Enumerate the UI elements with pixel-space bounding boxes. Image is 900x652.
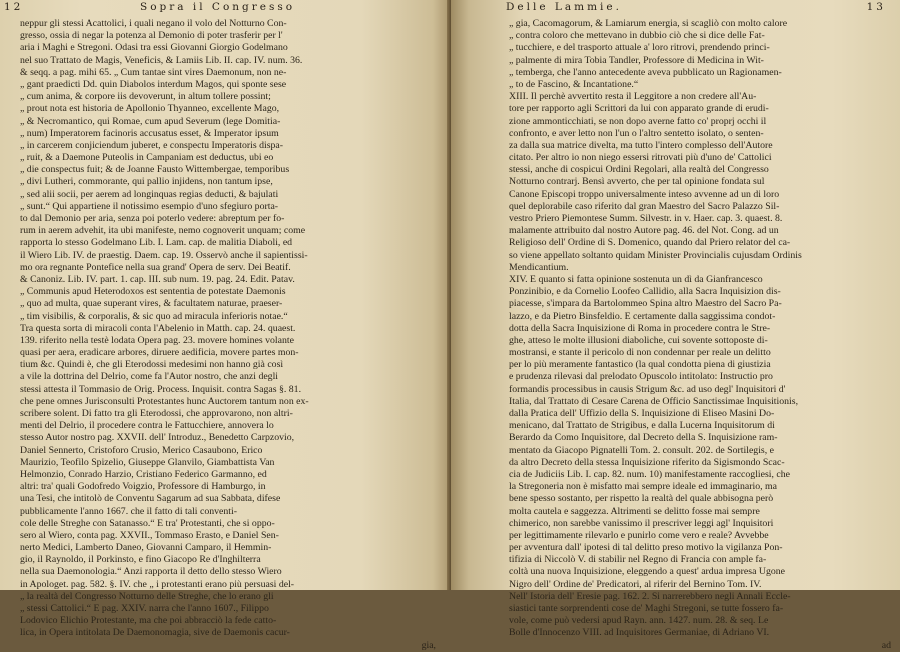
text-line: „ la realtà del Congresso Notturno delle Streghe, che lo erano gli: [20, 590, 274, 602]
text-line: vole, come può vedersi apud Rayn. ann. 1427. num. 28. & seq. Le: [509, 615, 769, 627]
text-line: chimerico, non sarebbe vanissimo il prescriver leggi agl' Inquisitori: [509, 517, 774, 529]
catchword: ad: [881, 639, 891, 651]
text-line: „ gia, Cacomagorum, & Lamiarum energia, si scagliò con molto calore: [509, 18, 788, 29]
text-line: gresso, ossia di negar la potenza al Demonio di poter trasferir per l': [20, 30, 283, 42]
text-line: „ to de Fascino, & Incantatione.“: [509, 78, 639, 90]
text-line: mostransi, e stante il pericolo di non condennar per reale un delitto: [509, 347, 771, 359]
text-line: sero al Wiero, conta pag. XXVII., Tommaso Erasto, e Daniel Sen-: [20, 529, 279, 541]
text-line: Italia, dal Trattato di Cesare Carena de Officio Sanctissimae Inquisitionis,: [509, 395, 799, 407]
text-line: aria i Maghi e Stregoni. Odasi tra essi Giovanni Giorgio Godelmano: [20, 42, 288, 54]
text-line: citato. Per altro io non niego essersi ritrovati più d'uno de' Cattolici: [509, 152, 772, 164]
text-line: „ num) Imperatorem facinoris accusatus esset, & Imperator ipsum: [20, 127, 279, 139]
text-line: cia de Judiciis Lib. I. cap. 82. num. 10) manifestamente raccogliesi, che: [509, 468, 791, 480]
text-line: Nigro dell' Ordine de' Predicatori, al riferir del Bernino Tom. IV.: [509, 578, 762, 590]
text-line: „ tucchiere, e del trasporto attuale a' loro ritrovi, prendendo princi-: [509, 42, 770, 54]
right-page-text: [509, 18, 891, 652]
running-head: Delle Lammie.: [506, 1, 622, 13]
text-line: la Stregoneria non è misfatto mai sempre ideale ed immaginario, ma: [509, 481, 777, 493]
text-line: Daniel Sennerto, Cristoforo Crusio, Merico Casaubono, Erico: [20, 444, 263, 456]
text-line: molta cautela e saggezza. Altrimenti se delitto fosse mai sempre: [509, 505, 760, 517]
text-line: „ temberga, che l'anno antecedente aveva pubblicato un Ragionamen-: [509, 66, 782, 78]
text-line: „ gant praedicti Dd. quin Diabolos interdum Magos, qui sponte sese: [20, 78, 287, 90]
text-line: „ divi Lutheri, commorante, qui pallio injidens, non tantum ipse,: [20, 176, 273, 188]
text-line: il Wiero Lib. IV. de praestig. Daem. cap. 19. Osservò anche il sapientissi-: [20, 249, 308, 261]
text-line: „ ruit, & a Daemone Puteolis in Campaniam est deductus, ubi eo: [20, 152, 274, 164]
text-line: tium &c. Quindi è, che gli Eterodossi medesimi non hanno già così: [20, 359, 284, 371]
text-line: „ & Necromantico, qui Romae, cum apud Severum (lege Domitia-: [20, 115, 281, 127]
page-number: 12: [4, 1, 24, 13]
text-line: 139. riferito nella testè lodata Opera pag. 23. movere homines volante: [20, 334, 294, 346]
text-line: per avventura dall' ipotesi di tal delitto preso motivo la vigilanza Pon-: [509, 542, 783, 554]
text-line: per lo più meramente fantastico (la qual condotta piena di giustizia: [509, 359, 771, 371]
text-line: „ sunt.“ Qui appartiene il notissimo esempio d'uno sfegiuro porta-: [20, 200, 279, 212]
text-line: „ quo ad multa, quae superant vires, & facultatem naturae, praeser-: [20, 298, 283, 310]
text-line: „ in carcerem conjiciendum juberet, e conspectu Imperatoris dispa-: [20, 139, 284, 151]
page-number: 13: [866, 1, 886, 13]
text-line: per legittimamente rilevarlo e punirlo come vero e reale? Avvebbe: [509, 529, 769, 541]
text-line: e prudenza rilevasi dal prelodato Opuscolo intitolato: Instructio pro: [509, 371, 773, 383]
text-line: neppur gli stessi Acattolici, i quali negano il volo del Notturno Con-: [20, 18, 287, 29]
left-page-text: [20, 18, 436, 652]
text-line: Berardo da Como Inquisitore, dal Decreto della S. Inquisizione ram-: [509, 432, 778, 444]
text-line: in Apologet. pag. 582. §. IV. che „ i protestanti erano più persuasi del-: [20, 578, 295, 590]
text-line: rum in aerem advehit, ita ubi manifeste, nemo cognoverit unquam; come: [20, 225, 306, 237]
text-line: piacesse, s'impara da Bartolommeo Spina altro Maestro del Sacro Pa-: [509, 298, 782, 310]
text-line: tifizia di Niccolò V. di stabilir nel Regno di Francia con ample fa-: [509, 554, 767, 566]
text-line: XIV. E quanto si fatta opinione sostenuta un dì da Gianfrancesco: [509, 273, 763, 285]
text-line: so viene appellato soltanto quidam Minister Provincialis cujusdam Ordinis: [509, 249, 802, 261]
text-line: menti del Delrio, il procedere contra le Fattucchiere, annovera lo: [20, 420, 274, 432]
text-line: „ tim visibilis, & corporalis, & sic quo ad miracula inferioris notae.“: [20, 310, 288, 322]
text-line: pubblicamente l'anno 1667. che il fatto di tali conventi-: [20, 505, 237, 517]
text-line: „ contra coloro che mettevano in dubbio ciò che si dice delle Fat-: [509, 30, 765, 42]
text-line: Maurizio, Teofilo Spizelio, Giuseppe Glanvilo, Giambattista Van: [20, 456, 275, 468]
text-line: „ sed alii socii, per aerem ad longinquas regias deducti, & bajulati: [20, 188, 279, 200]
catchword: gia,: [421, 639, 436, 651]
text-line: nel suo Trattato de Magis, Veneficis, & Lamiis Lib. II. cap. IV. num. 36.: [20, 54, 303, 66]
text-line: tore per rapporto agli Scrittori da lui con apparato grande di erudi-: [509, 103, 769, 115]
text-line: za dalla sua matrice divelta, ma tutto l'intero complesso dell'Autore: [509, 139, 773, 151]
text-line: Nell' Istoria dell' Eresie pag. 162. 2. Si narrerebbero negli Annali Eccle-: [509, 590, 791, 602]
text-line: zione ammonticchiati, se non dopo averne fatto co' proprj occhi il: [509, 115, 767, 127]
text-line: & seqq. a pag. mihi 65. „ Cum tantae sint vires Daemonum, non ne-: [20, 66, 287, 78]
text-line: coltà una nuova Inquisizione, eleggendo a quest' ardua impresa Ugone: [509, 566, 785, 578]
text-line: vestro Priero Piemontese Summ. Silvestr. in v. Haer. cap. 3. quaest. 8.: [509, 213, 783, 224]
right-page: [451, 0, 900, 651]
text-line: una Tesi, che intitolò de Conventu Sagarum ad sua Sabbata, difese: [20, 493, 281, 505]
text-line: Notturno contrarj. Bensì avverto, che per tal opinione fondata sul: [509, 176, 765, 188]
text-line: gio, il Raynoldo, il Porkinsto, e fino Giacopo Re d'Inghilterra: [20, 554, 261, 566]
text-line: mentato da Giacopo Pignatelli Tom. 2. consult. 202. de Sortilegis, e: [509, 444, 774, 456]
text-line: siastici tante sorprendenti cose de' Maghi Stregoni, se tutte fossero fa-: [509, 603, 784, 614]
text-line: rapporta lo stesso Godelmano Lib. I. Lam. cap. de malitia Diaboli, ed: [20, 237, 293, 249]
text-line: „ prout nota est historia de Apollonio Thyanneo, excellente Mago,: [20, 103, 280, 115]
text-line: menicano, dal Trattato de Strigibus, e dalla Lucerna Inquisitorum di: [509, 420, 775, 432]
text-line: „ die conspectus fuit; & de Joanne Fausto Wittembergae, temporibus: [20, 164, 290, 176]
text-line: lica, in Opera intitolata De Daemonomagia, sive de Daemonis cacur-: [20, 627, 290, 639]
text-line: XIII. Il perchè avvertito resta il Leggitore a non credere all'Au-: [509, 91, 757, 103]
text-line: bene spesso sostanto, per rispetto la realtà del quale abbisogna però: [509, 493, 774, 505]
text-line: scribere solent. Di fatto tra gli Eterodossi, che approvarono, non altri-: [20, 408, 293, 419]
text-line: cole delle Streghe con Satanasso.“ E tra' Protestanti, che si oppo-: [20, 517, 275, 529]
text-line: da altro Decreto della stessa Inquisizione riferito da Sigismondo Scac-: [509, 456, 785, 468]
text-line: ghe, atteso le molte illusioni diaboliche, cui sovente sottoposte di-: [509, 334, 768, 346]
text-line: to dal Demonio per aria, senza poi poterlo vedere: abreptum per fo-: [20, 213, 285, 224]
text-line: dotta della Sacra Inquisizione di Roma in procedere contra le Stre-: [509, 322, 771, 334]
text-line: „ stessi Cattolici.“ E pag. XXIV. narra che l'anno 1607., Filippo: [20, 603, 269, 614]
text-line: Canone Episcopi troppo universalmente inteso avvenne ad un di loro: [509, 188, 780, 200]
text-line: formandis processibus in causis Strigum &c. ad uso degl' Inquisitori d': [509, 383, 786, 395]
text-line: lazzo, e da Pietro Binsfeldio. E certamente dalla saggissima condot-: [509, 310, 776, 322]
text-line: altri: tra' quali Godofredo Voigzio, Professore di Hamburgo, in: [20, 481, 266, 493]
text-line: malamente attribuito dal nostro Autore pag. 46. del Not. Cong. ad un: [509, 225, 779, 237]
text-line: mo ora regnante Pontefice nella sua grand' Opera de serv. Dei Beatif.: [20, 261, 291, 273]
text-line: Mendicantium.: [509, 261, 569, 273]
text-line: che pene omnes Jurisconsulti Protestantes hunc Auctorem tantum non ex-: [20, 395, 309, 407]
text-line: stessi attesta il Tommasio de Orig. Process. Inquisit. contra Sagas §. 81.: [20, 383, 302, 395]
text-line: a vile la dottrina del Delrio, come fa l'Autor nostro, che anzi degli: [20, 371, 279, 383]
text-line: dalla Pratica dell' Uffizio della S. Inquisizione di Eliseo Masini Do-: [509, 408, 775, 419]
text-line: quasi per aera, eradicare arbores, diruere aedificia, movere partes mon-: [20, 347, 299, 359]
text-line: stesso Autor nostro pag. XXVII. dell' Introduz., Benedetto Carpzovio,: [20, 432, 295, 444]
text-line: Ponzinibio, e da Cornelio Loofeo Callidio, alla Sacra Inquisizion dis-: [509, 286, 781, 298]
text-line: nella sua Daemonologia.“ Anzi rapporta il detto dello stesso Wiero: [20, 566, 282, 578]
running-head: Sopra il Congresso: [140, 1, 296, 13]
text-line: Tra questa sorta di miracoli conta l'Abelenio in Matth. cap. 24. quaest.: [20, 322, 296, 334]
text-line: & Canoniz. Lib. IV. part. 1. cap. III. sub num. 19. pag. 24. Edit. Patav.: [20, 273, 295, 285]
text-line: „ cum anima, & corpore iis devoverunt, in altum tollere possint;: [20, 91, 271, 103]
text-line: „ palmente di mira Tobia Tandler, Professore di Medicina in Wit-: [509, 54, 764, 66]
text-line: Bolle d'Innocenzo VIII. ad Inquisitores Germaniae, di Adriano VI.: [509, 627, 770, 639]
text-line: Helmonzio, Conrado Harzio, Cristiano Federico Garmanno, ed: [20, 468, 267, 480]
text-line: stessi, anche di cospicui Ordini Regolari, alla realtà del Congresso: [509, 164, 769, 176]
text-line: confronto, e aver letto non l'un o l'altro sentetto isolato, o senten-: [509, 127, 764, 139]
text-line: „ Communis apud Heterodoxos est sententia de potestate Daemonis: [20, 286, 286, 298]
text-line: Lodovico Elichio Protestante, ma che poi abbracciò la fede catto-: [20, 615, 277, 627]
text-line: Religioso dell' Ordine di S. Domenico, quando dal Priero relator del ca-: [509, 237, 791, 249]
text-line: nerto Medici, Lamberto Daneo, Giovanni Camparo, il Hemmin-: [20, 542, 272, 554]
text-line: quel deplorabile caso riferito dal gran Maestro del Sacro Palazzo Sil-: [509, 200, 780, 212]
